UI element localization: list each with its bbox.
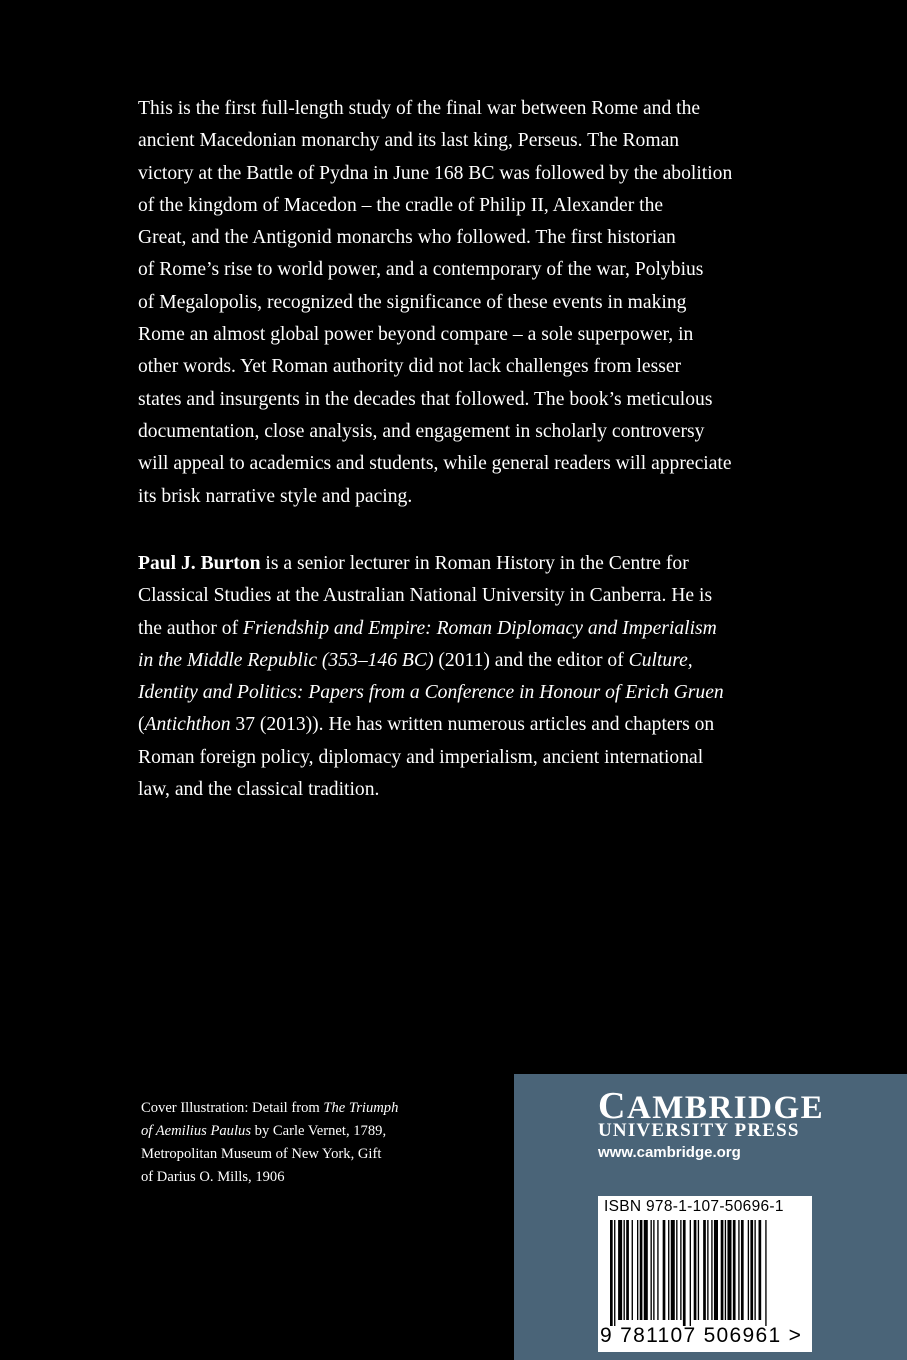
barcode-bar	[624, 1220, 625, 1320]
description-line: of the kingdom of Macedon – the cradle of Philip II, Alexander the	[138, 194, 664, 216]
barcode-bar	[683, 1220, 686, 1326]
credit-line: Metropolitan Museum of New York, Gift	[141, 1146, 382, 1162]
description-line: Great, and the Antigonid monarchs who followed. The first historian	[138, 227, 676, 249]
description-line: victory at the Battle of Pydna in June 168 BC was followed by the abolition	[138, 162, 733, 184]
barcode-bar	[671, 1220, 675, 1320]
isbn-number: ISBN 978-1-107-50696-1	[604, 1198, 784, 1215]
barcode-bar	[653, 1220, 654, 1320]
barcode-digits: 9 781107 506961 >	[600, 1324, 803, 1347]
barcode-bar	[721, 1220, 724, 1320]
barcode-bar	[725, 1220, 726, 1320]
artwork-title: of Aemilius Paulus	[141, 1123, 251, 1139]
barcode-bar	[765, 1220, 766, 1326]
credit-line: of Darius O. Mills, 1906	[141, 1169, 285, 1185]
barcode-bar	[680, 1220, 681, 1320]
book-description	[138, 93, 798, 513]
artwork-title: The Triumph	[323, 1100, 399, 1116]
publisher-panel	[514, 1074, 907, 1360]
barcode-bar	[610, 1220, 613, 1326]
credit-line	[141, 1097, 501, 1120]
barcode-bar	[711, 1220, 712, 1320]
description-line: states and insurgents in the decades that followed. The book’s meticulous	[138, 388, 713, 410]
isbn-barcode	[598, 1196, 812, 1352]
bio-text: (	[138, 714, 145, 736]
description-line: other words. Yet Roman authority did not lack challenges from lesser	[138, 356, 682, 378]
barcode-bar	[668, 1220, 669, 1320]
description-line: will appeal to academics and students, while general readers will appreciate	[138, 453, 732, 475]
barcode-bar	[637, 1220, 638, 1320]
journal-title: Antichthon	[144, 714, 231, 736]
bio-text: is a senior lecturer in Roman History in the Centre for	[260, 553, 689, 574]
credit-text: by Carle Vernet, 1789,	[251, 1123, 387, 1139]
barcode-bar	[707, 1220, 708, 1320]
barcode-bar	[748, 1220, 749, 1320]
barcode-bar	[733, 1220, 736, 1320]
bio-line	[138, 709, 798, 741]
barcode-bar	[651, 1220, 652, 1320]
credit-line	[141, 1120, 501, 1143]
description-line: documentation, close analysis, and engagement in scholarly controversy	[138, 420, 705, 442]
bio-line	[138, 645, 798, 677]
barcode-bar	[663, 1220, 666, 1320]
description-line: ancient Macedonian monarchy and its last king, Perseus. The Roman	[138, 130, 680, 152]
description-line: of Megalopolis, recognized the significance of these events in making	[138, 291, 687, 313]
bio-text: (2011) and the editor of	[433, 649, 629, 671]
publisher-url: www.cambridge.org	[598, 1144, 741, 1161]
barcode-bar	[640, 1220, 643, 1320]
bio-line	[138, 677, 798, 709]
barcode-bar	[694, 1220, 697, 1320]
publisher-name-rest: AMBRIDGE	[626, 1090, 825, 1126]
cover-illustration-credit	[141, 1097, 501, 1189]
barcode-bar	[632, 1220, 633, 1320]
bio-text: the author of	[138, 617, 244, 639]
description-line: This is the first full-length study of the final war between Rome and the	[138, 98, 701, 119]
bio-line: law, and the classical tradition.	[138, 779, 380, 801]
barcode-bar	[626, 1220, 629, 1320]
author-name: Paul J. Burton	[138, 553, 261, 574]
credit-text: Cover Illustration: Detail from	[141, 1100, 324, 1116]
barcode-bar	[698, 1220, 699, 1320]
bio-text: 37 (2013)). He has written numerous articles and chapters on	[230, 714, 715, 736]
barcode-bar	[741, 1220, 744, 1320]
barcode-bar	[644, 1220, 648, 1320]
barcode-bar	[750, 1220, 753, 1320]
barcode-bar	[727, 1220, 731, 1320]
author-bio	[138, 548, 798, 806]
description-line: its brisk narrative style and pacing.	[138, 485, 413, 507]
bio-line: Roman foreign policy, diplomacy and imperialism, ancient international	[138, 746, 704, 768]
barcode-bar	[618, 1220, 622, 1320]
barcode-bar	[657, 1220, 658, 1320]
publisher-press: UNIVERSITY PRESS	[598, 1120, 800, 1141]
description-line: Rome an almost global power beyond compare – a sole superpower, in	[138, 324, 694, 346]
description-line: of Rome’s rise to world power, and a contemporary of the war, Polybius	[138, 259, 704, 281]
barcode-bar	[759, 1220, 762, 1320]
book-title: Culture,	[628, 649, 693, 671]
barcode-bar	[703, 1220, 706, 1320]
bio-line	[138, 548, 798, 580]
barcode-bar	[690, 1220, 691, 1326]
barcode-bar	[754, 1220, 755, 1320]
bio-line	[138, 613, 798, 645]
book-title: Identity and Politics: Papers from a Conference in Honour of Erich Gruen	[138, 682, 724, 704]
barcode-bar	[614, 1220, 615, 1326]
barcode-bar	[676, 1220, 677, 1320]
barcode-bar	[714, 1220, 718, 1320]
publisher-initial: C	[598, 1085, 627, 1127]
barcode-bar	[738, 1220, 739, 1320]
book-title: Friendship and Empire: Roman Diplomacy and Imperialism	[243, 617, 717, 639]
bio-line: Classical Studies at the Australian National University in Canberra. He is	[138, 585, 713, 607]
book-title: in the Middle Republic (353–146 BC)	[138, 649, 434, 671]
